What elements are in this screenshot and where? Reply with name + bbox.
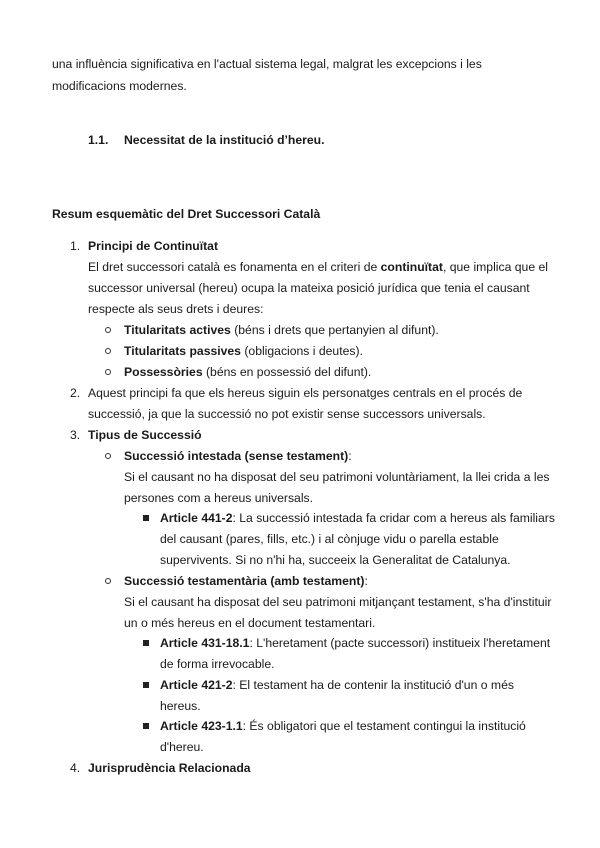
- square-bullet-icon: [143, 640, 149, 646]
- article-441-2-line-3: supervivents. Si no n'hi ha, succeeix la Generalitat de Catalunya.: [160, 553, 511, 567]
- item-2-number: 2.: [70, 386, 81, 400]
- item-3-number: 3.: [70, 428, 81, 442]
- item-3a-line-2: persones com a hereus universals.: [124, 491, 314, 505]
- circle-bullet-icon: [105, 453, 111, 459]
- item-1-sub-2: Titularitats passives (obligacions i deutes).: [124, 344, 363, 358]
- item-2-line-2: successió, ja que la successió no pot existir sense successors universals.: [88, 407, 486, 421]
- circle-bullet-icon: [105, 348, 111, 354]
- item-3b-title: Successió testamentària (amb testament):: [124, 574, 368, 588]
- item-3-title: Tipus de Successió: [88, 428, 202, 442]
- circle-bullet-icon: [105, 369, 111, 375]
- item-1-number: 1.: [70, 239, 81, 253]
- continuitat-emphasis: continuïtat: [380, 260, 443, 274]
- article-421-2-line-2: hereus.: [160, 699, 201, 713]
- article-441-2-line-2: del causant (pares, fills, etc.) i al cònjuge vidu o parella estable: [160, 532, 499, 546]
- item-1-paragraph-line-3: respecte als seus drets i deures:: [88, 302, 264, 316]
- item-1-sub-1: Titularitats actives (béns i drets que pertanyien al difunt).: [124, 323, 439, 337]
- item-1-paragraph-line-2: successor universal (hereu) ocupa la mateixa posició jurídica que tenia el causant: [88, 281, 530, 295]
- intro-line-1: una influència significativa en l'actual sistema legal, malgrat les excepcions i les: [52, 57, 482, 71]
- square-bullet-icon: [143, 515, 149, 521]
- square-bullet-icon: [143, 723, 149, 729]
- item-3b-line-1: Si el causant ha disposat del seu patrimoni mitjançant testament, s'ha d'instituir: [124, 595, 552, 609]
- circle-bullet-icon: [105, 578, 111, 584]
- item-1-paragraph-line-1: El dret successori català es fonamenta en el criteri de continuïtat, que implica que el: [88, 260, 548, 274]
- item-4-number: 4.: [70, 761, 81, 775]
- item-3a-title: Successió intestada (sense testament):: [124, 449, 352, 463]
- article-423-1-1-line-2: d'hereu.: [160, 740, 204, 754]
- section-title: Necessitat de la institució d’hereu.: [124, 133, 325, 147]
- item-4-title: Jurisprudència Relacionada: [88, 761, 251, 775]
- article-431-18-1: Article 431-18.1: L'heretament (pacte successori) institueix l'heretament: [160, 636, 551, 650]
- article-431-18-1-line-2: de forma irrevocable.: [160, 657, 275, 671]
- circle-bullet-icon: [105, 327, 111, 333]
- item-3b-line-2: un o més hereus en el document testamentari.: [124, 616, 376, 630]
- item-3a-line-1: Si el causant no ha disposat del seu patrimoni voluntàriament, la llei crida a les: [124, 470, 550, 484]
- article-421-2: Article 421-2: El testament ha de contenir la institució d'un o més: [160, 678, 514, 692]
- summary-title: Resum esquemàtic del Dret Successori Català: [52, 207, 321, 221]
- article-423-1-1: Article 423-1.1: És obligatori que el testament contingui la institució: [160, 719, 526, 733]
- item-1-sub-3: Possessòries (béns en possessió del difunt).: [124, 365, 372, 379]
- item-1-title: Principi de Continuïtat: [88, 239, 218, 253]
- intro-line-2: modificacions modernes.: [52, 79, 187, 93]
- square-bullet-icon: [143, 682, 149, 688]
- article-441-2: Article 441-2: La successió intestada fa cridar com a hereus als familiars: [160, 511, 555, 525]
- section-number: 1.1.: [88, 133, 109, 147]
- item-2-line-1: Aquest principi fa que els hereus siguin els personatges centrals en el procés de: [88, 386, 523, 400]
